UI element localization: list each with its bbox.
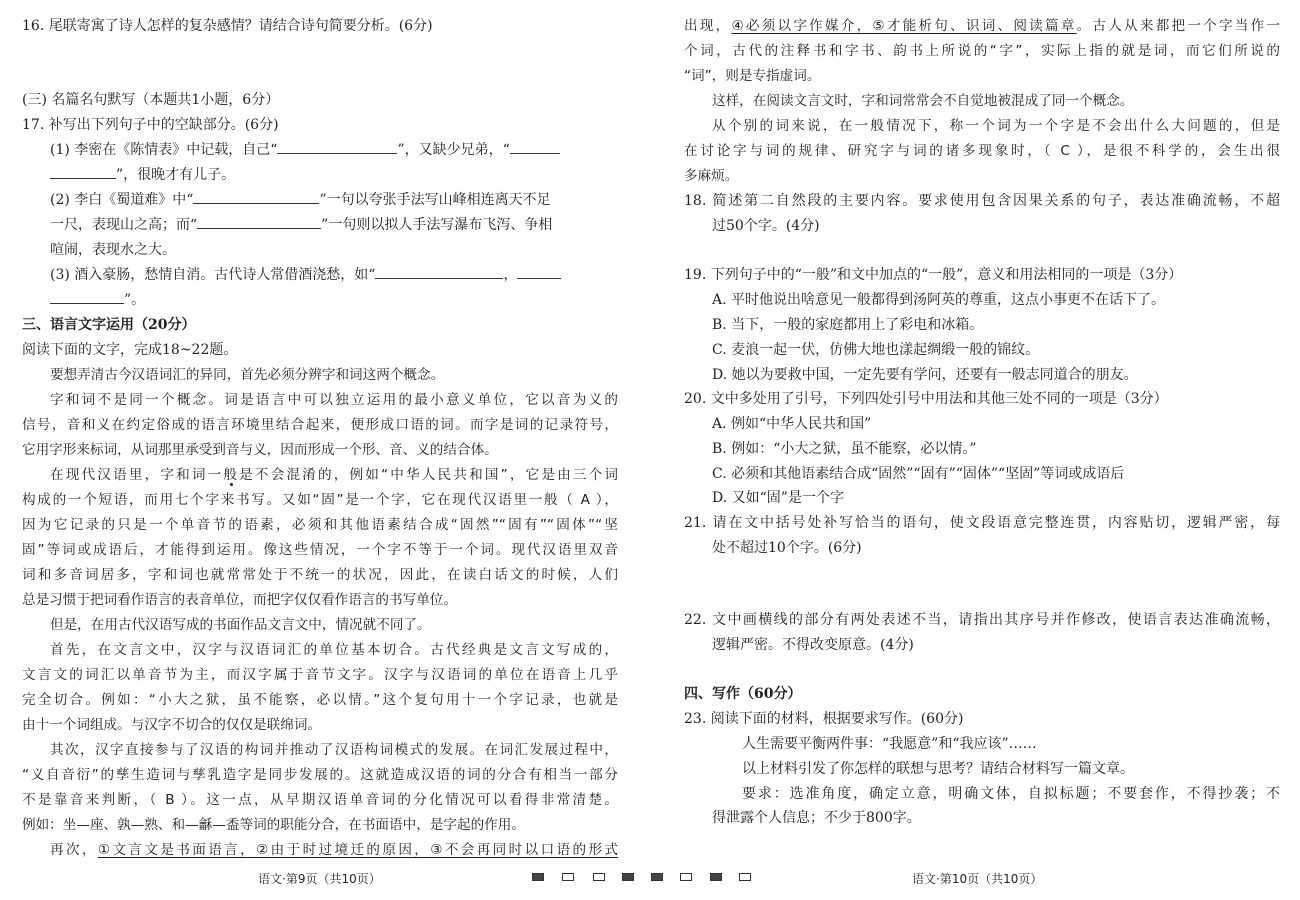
mark-block: [622, 873, 634, 881]
material-line2: 以上材料引发了你怎样的联想与思考？请结合材料写一篇文章。: [742, 761, 1134, 777]
passage-p5-line1: 首先，在文言文中，汉字与汉语词汇的单位基本切合。古代经典是文言文写成的，: [50, 642, 618, 658]
underlined-text: ④必须以字作媒介，⑤才能析句、识词、阅读篇章: [731, 18, 1077, 34]
q17-item-3: (3) 酒入豪肠，愁情自消。古代诗人常借酒浇愁，如“ ，: [22, 263, 618, 287]
q17-item-2-end: 喧闹，表现水之大。: [50, 242, 176, 258]
q17-item-1: (1) 李密在《陈情表》中记载，自己“ ”，又缺少兄弟，“: [22, 138, 618, 162]
passage-p5-line4: 由十一个词组成。与汉字不切合的仅仅是联绵词。: [22, 717, 322, 733]
passage-p7-line3: 个词，古代的注释书和字书、韵书上所说的“字”，实际上指的就是词，而它们所说的: [684, 43, 1280, 59]
passage-p6-line2: “义自音衍”的孳生造词与孳乳造字是同步发展的。这就造成汉语的词的分合有相当一部分: [22, 767, 618, 783]
q19-option-c: C. 麦浪一起一伏，仿佛大地也漾起绸缎一般的锦纹。: [712, 342, 1040, 358]
q19-option-a: A. 平时他说出啥意见一般都得到汤阿英的尊重，这点小事更不在话下了。: [712, 292, 1166, 308]
passage-p2-line3: 它用字形来标词，从词那里承受到音与义，因而形成一个形、音、义的结合体。: [22, 442, 498, 458]
blank: [277, 139, 397, 154]
q19-option-b: B. 当下，一般的家庭都用上了彩电和冰箱。: [712, 317, 984, 333]
question-18-cont: 过50个字。(4分): [712, 218, 820, 234]
passage-p8: 这样，在阅读文言文时，字和词常常会不自觉地被混成了同一个概念。: [712, 93, 1134, 109]
question-22-cont: 逻辑严密。不得改变原意。(4分): [712, 637, 914, 653]
passage-p7-line4: “词”，则是专指虚词。: [684, 68, 821, 84]
mark-block: [651, 873, 663, 881]
question-17: 17. 补写出下列句子中的空缺部分。(6分): [22, 117, 279, 133]
q17-item-1-cont: ”，很晚才有儿子。: [22, 163, 618, 187]
question-16: 16. 尾联寄寓了诗人怎样的复杂感情？请结合诗句简要分析。(6分): [22, 18, 433, 34]
part-3-heading: 三、语言文字运用（20分）: [22, 317, 196, 333]
q19-option-d: D. 她以为要救中国，一定先要有学问，还要有一般志同道合的朋友。: [712, 367, 1138, 383]
q20-option-a: A. 例如“中华人民共和国”: [712, 416, 872, 432]
blank: [50, 164, 116, 179]
passage-p3-line1: 在现代汉语里，字和词一般是不会混淆的，例如“中华人民共和国”，它是由三个词: [50, 467, 618, 483]
mark-block: [532, 873, 544, 881]
passage-p6-line3: 不是靠音来判断，（ B ）。这一点，从早期汉语单音词的分化情况可以看得非常清楚。: [22, 792, 618, 808]
question-22: 22. 文中画横线的部分有两处表述不当，请指出其序号并作修改，使语言表达准确流畅，: [684, 612, 1280, 628]
page-footer-right: 语文·第10页（共10页）: [912, 872, 1043, 886]
mark-block: [680, 873, 692, 881]
part-4-heading: 四、写作（60分）: [684, 686, 802, 702]
reading-intro: 阅读下面的文字，完成18~22题。: [22, 342, 238, 358]
material-line1: 人生需要平衡两件事：“我愿意”和“我应该”……: [742, 736, 1037, 752]
section-3-heading: (三) 名篇名句默写（本题共1小题，6分）: [22, 92, 280, 108]
underlined-text: ①文言文是书面语言，②由于时过境迁的原因，③不会再同时以口语的形式: [97, 842, 619, 858]
q20-option-b: B. 例如：“小大之狱，虽不能察，必以情。”: [712, 441, 977, 457]
q20-option-d: D. 又如“固”是一个字: [712, 490, 844, 506]
question-21-cont: 处不超过10个字。(6分): [712, 540, 862, 556]
question-23: 23. 阅读下面的材料，根据要求写作。(60分): [684, 711, 964, 727]
page-footer-left: 语文·第9页（共10页）: [258, 872, 381, 886]
dotted-char: 般: [223, 467, 240, 483]
blank: [517, 264, 561, 279]
passage-p9-line2: 在讨论字与词的规律、研究字与词的诸多现象时，（ C ），是很不科学的，会生出很: [684, 143, 1280, 159]
passage-p7-line1: 再次，①文言文是书面语言，②由于时过境迁的原因，③不会再同时以口语的形式: [50, 842, 619, 858]
requirements-line2: 得泄露个人信息；不少于800字。: [712, 810, 921, 826]
mark-block: [593, 873, 605, 881]
mark-block: [562, 873, 574, 881]
passage-p7-line2: 出现，④必须以字作媒介，⑤才能析句、识词、阅读篇章。古人从来都把一个字当作一: [684, 18, 1281, 34]
blank: [510, 139, 560, 154]
passage-p5-line2: 文言文的词汇以单音节为主，而汉字属于音节文字。汉字与汉语词的单位在语音上几乎: [22, 667, 618, 683]
q20-option-c: C. 必须和其他语素结合成“固然”“固有”“固体”“坚固”等词或成语后: [712, 466, 1125, 482]
passage-p2-line2: 信号，音和义在约定俗成的语言环境里结合起来，便形成口语的词。而字是词的记录符号，: [22, 417, 618, 433]
passage-p3-line4: 固”等词或成语后，才能得到运用。像这些情况，一个字不等于一个词。现代汉语里双音: [22, 542, 619, 558]
question-21: 21. 请在文中括号处补写恰当的语句，使文段语意完整连贯，内容贴切，逻辑严密，每: [684, 515, 1280, 531]
mark-block: [739, 873, 751, 881]
q17-item-3-cont: ”。: [22, 288, 618, 312]
blank: [50, 289, 124, 304]
mark-block: [710, 873, 722, 881]
passage-p3-line2: 构成的一个短语，而用七个字来书写。又如“固”是一个字，它在现代汉语里一般（ A ），: [22, 492, 618, 508]
passage-p5-line3: 完全切合。例如：“小大之狱，虽不能察，必以情。”这个复句用十一个字记录，也就是: [22, 692, 618, 708]
q17-item-2-cont: 一尺，表现山之高；而“ ”一句则以拟人手法写瀑布飞泻、争相: [22, 213, 618, 237]
question-18: 18. 简述第二自然段的主要内容。要求使用包含因果关系的句子，表达准确流畅，不超: [684, 193, 1280, 209]
question-19: 19. 下列句子中的“一般”和文中加点的“一般”，意义和用法相同的一项是（3分）: [684, 267, 1183, 283]
passage-p9-line1: 从个别的词来说，在一般情况下，称一个词为一个字是不会出什么大问题的，但是: [712, 118, 1280, 134]
passage-p2-line1: 字和词不是同一个概念。词是语言中可以独立运用的最小意义单位，它以音为义的: [50, 392, 618, 408]
passage-p3-line3: 因为它记录的只是一个单音节的语素，必须和其他语素结合成“固然”“固有”“固体”“坚: [22, 517, 618, 533]
question-20: 20. 文中多处用了引号，下列四处引号中用法和其他三处不同的一项是（3分）: [684, 391, 1168, 407]
blank: [197, 214, 321, 229]
passage-p6-line1: 其次，汉字直接参与了汉语的构词并推动了汉语构词模式的发展。在词汇发展过程中，: [50, 742, 618, 758]
requirements-line1: 要求：选准角度，确定立意，明确文体，自拟标题；不要套作，不得抄袭；不: [742, 786, 1280, 802]
passage-p6-line4: 例如：坐—座、孰—熟、和—龢—盉等词的职能分合，在书面语中，是字起的作用。: [22, 817, 525, 833]
passage-p1: 要想弄清古今汉语词汇的异同，首先必须分辨字和词这两个概念。: [50, 367, 445, 383]
passage-p3-line6: 总是习惯于把词看作语言的表音单位，而把字仅仅看作语言的书写单位。: [22, 592, 457, 608]
passage-p4: 但是，在用古代汉语写成的书面作品文言文中，情况就不同了。: [50, 617, 431, 633]
q17-item-2: (2) 李白《蜀道难》中“ ”一句以夸张手法写山峰相连离天不足: [22, 188, 618, 212]
blank: [375, 264, 503, 279]
passage-p3-line5: 词和多音词居多，字和词也就常常处于不统一的状况，因此，在读白话文的时候，人们: [22, 567, 618, 583]
passage-p9-line3: 多麻烦。: [684, 168, 739, 184]
blank: [193, 189, 319, 204]
registration-marks: [532, 873, 772, 885]
